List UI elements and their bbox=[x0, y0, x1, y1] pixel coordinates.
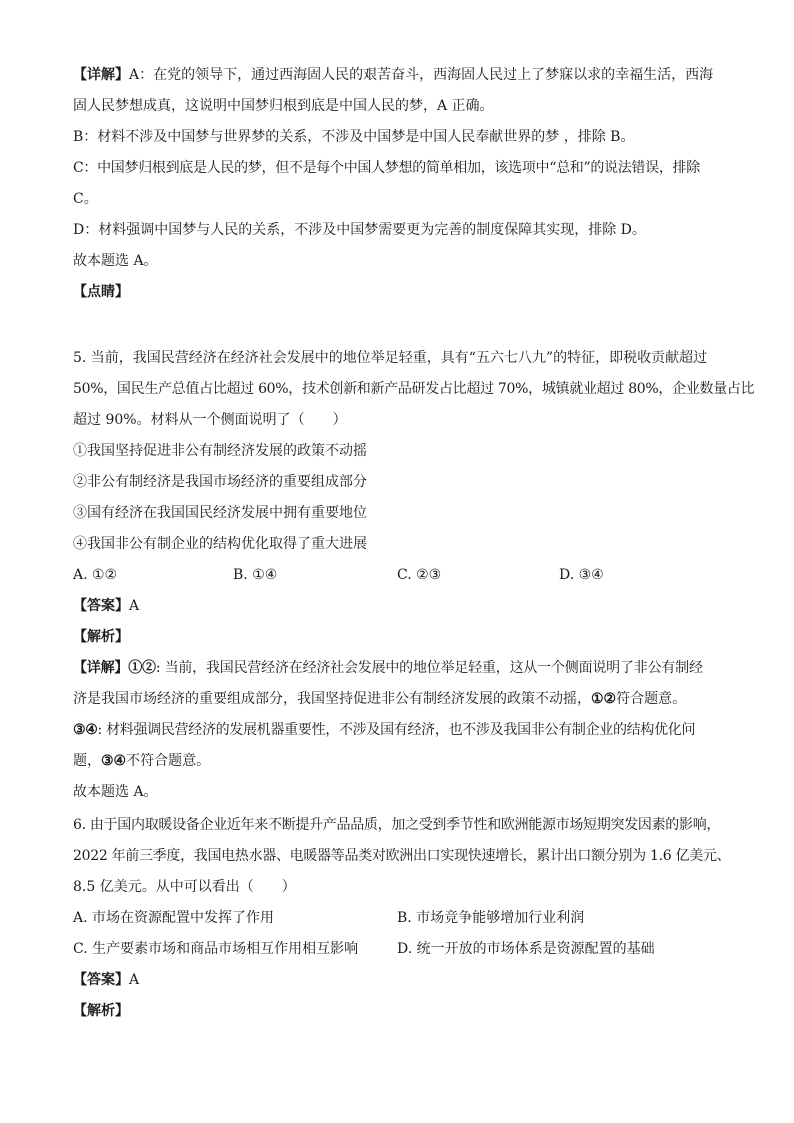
q5-option-c: C. ②③ bbox=[397, 567, 442, 583]
q4-detail-line-3: B：材料不涉及中国梦与世界梦的关系，不涉及中国梦是中国人民奉献世界的梦 ，排除 B。 bbox=[73, 129, 635, 145]
detail-key: ①② bbox=[128, 660, 156, 676]
q5-item-1: ①我国坚持促进非公有制经济发展的政策不动摇 bbox=[73, 443, 367, 459]
detail-label: 【详解】 bbox=[73, 660, 129, 676]
q4-detail-section bbox=[73, 60, 733, 308]
q4-detail-line-4: C：中国梦归根到底是人民的梦，但不是每个中国人梦想的简单相加，该选项中“总和”的说法错误，排除 bbox=[73, 160, 700, 176]
q5-detail-line-3: ③④: 材料强调民营经济的发展机器重要性，不涉及国有经济，也不涉及我国非公有制企业的结构优化问 bbox=[73, 722, 696, 738]
answer-value: A bbox=[129, 972, 140, 988]
q6-stem-line-2: 2022 年前三季度，我国电热水器、电暖器等品类对欧洲出口实现快速增长，累计出口额分别为 1.6 亿美元、 bbox=[73, 848, 731, 864]
q5-options bbox=[73, 560, 733, 591]
q5-detail-line-1: 【详解】①②: 当前，我国民营经济在经济社会发展中的地位举足轻重，这从一个侧面说明了非公有制经 bbox=[73, 660, 703, 676]
detail-key: ①② bbox=[591, 691, 617, 707]
q6-stem-line-3: 8.5 亿美元。从中可以看出（ ） bbox=[73, 879, 296, 895]
q4-conclusion: 故本题选 A。 bbox=[73, 253, 158, 269]
q4-detail-line-2: 固人民梦想成真，这说明中国梦归根到底是中国人民的梦，A 正确。 bbox=[73, 98, 494, 114]
q5-stem-line-2: 50%，国民生产总值占比超过 60%，技术创新和新产品研发占比超过 70%，城镇就业超过 80%，企业数量占比 bbox=[73, 381, 755, 397]
q6-answer bbox=[73, 965, 733, 996]
q5-option-b: B. ①④ bbox=[233, 567, 278, 583]
q5-item-2: ②非公有制经济是我国市场经济的重要组成部分 bbox=[73, 474, 367, 490]
answer-value: A bbox=[129, 598, 140, 614]
q6-option-c: C. 生产要素市场和商品市场相互作用相互影响 bbox=[73, 941, 359, 957]
q4-detail-line-6: D：材料强调中国梦与人民的关系，不涉及中国梦需要更为完善的制度保障其实现，排除 D。 bbox=[73, 222, 646, 238]
q5-option-a: A. ①② bbox=[73, 567, 118, 583]
q5-item-4: ④我国非公有制企业的结构优化取得了重大进展 bbox=[73, 536, 367, 552]
q6-option-b: B. 市场竞争能够增加行业利润 bbox=[397, 910, 585, 926]
q5-detail-line-2: 济是我国市场经济的重要组成部分，我国坚持促进非公有制经济发展的政策不动摇，①②符合题意。 bbox=[73, 691, 687, 707]
q5-detail-line-4: 题，③④不符合题意。 bbox=[73, 753, 211, 769]
answer-label: 【答案】 bbox=[73, 972, 129, 988]
q6-analysis-label: 【解析】 bbox=[73, 1003, 129, 1019]
detail-key: ③④ bbox=[101, 753, 127, 769]
detail-label: 【详解】 bbox=[73, 67, 129, 83]
dianjing-label: 【点睛】 bbox=[73, 284, 129, 300]
q5-analysis-label: 【解析】 bbox=[73, 629, 129, 645]
q5-conclusion: 故本题选 A。 bbox=[73, 784, 158, 800]
q4-detail-line-5: C。 bbox=[73, 191, 98, 207]
question-5 bbox=[73, 343, 755, 808]
q5-answer bbox=[73, 591, 733, 622]
q5-stem-line-3: 超过 90%。材料从一个侧面说明了（ ） bbox=[73, 412, 347, 428]
q5-option-d: D. ③④ bbox=[559, 567, 604, 583]
q5-stem-line-1: 5. 当前，我国民营经济在经济社会发展中的地位举足轻重，具有“五六七八九”的特征，即税收贡献超过 bbox=[73, 350, 708, 366]
q6-stem-line-1: 6. 由于国内取暖设备企业近年来不断提升产品品质，加之受到季节性和欧洲能源市场短期突发因素的影响， bbox=[73, 817, 721, 833]
question-6 bbox=[73, 810, 733, 1027]
q6-option-a: A. 市场在资源配置中发挥了作用 bbox=[73, 910, 275, 926]
q6-option-d: D. 统一开放的市场体系是资源配置的基础 bbox=[397, 941, 655, 957]
answer-label: 【答案】 bbox=[73, 598, 129, 614]
q4-detail-line-1: 【详解】A：在党的领导下，通过西海固人民的艰苦奋斗，西海固人民过上了梦寐以求的幸福生活，西海 bbox=[73, 67, 714, 83]
q6-options-row-1 bbox=[73, 903, 733, 934]
detail-key: ③④ bbox=[73, 722, 98, 738]
q5-item-3: ③国有经济在我国国民经济发展中拥有重要地位 bbox=[73, 505, 367, 521]
q6-options-row-2 bbox=[73, 934, 733, 965]
